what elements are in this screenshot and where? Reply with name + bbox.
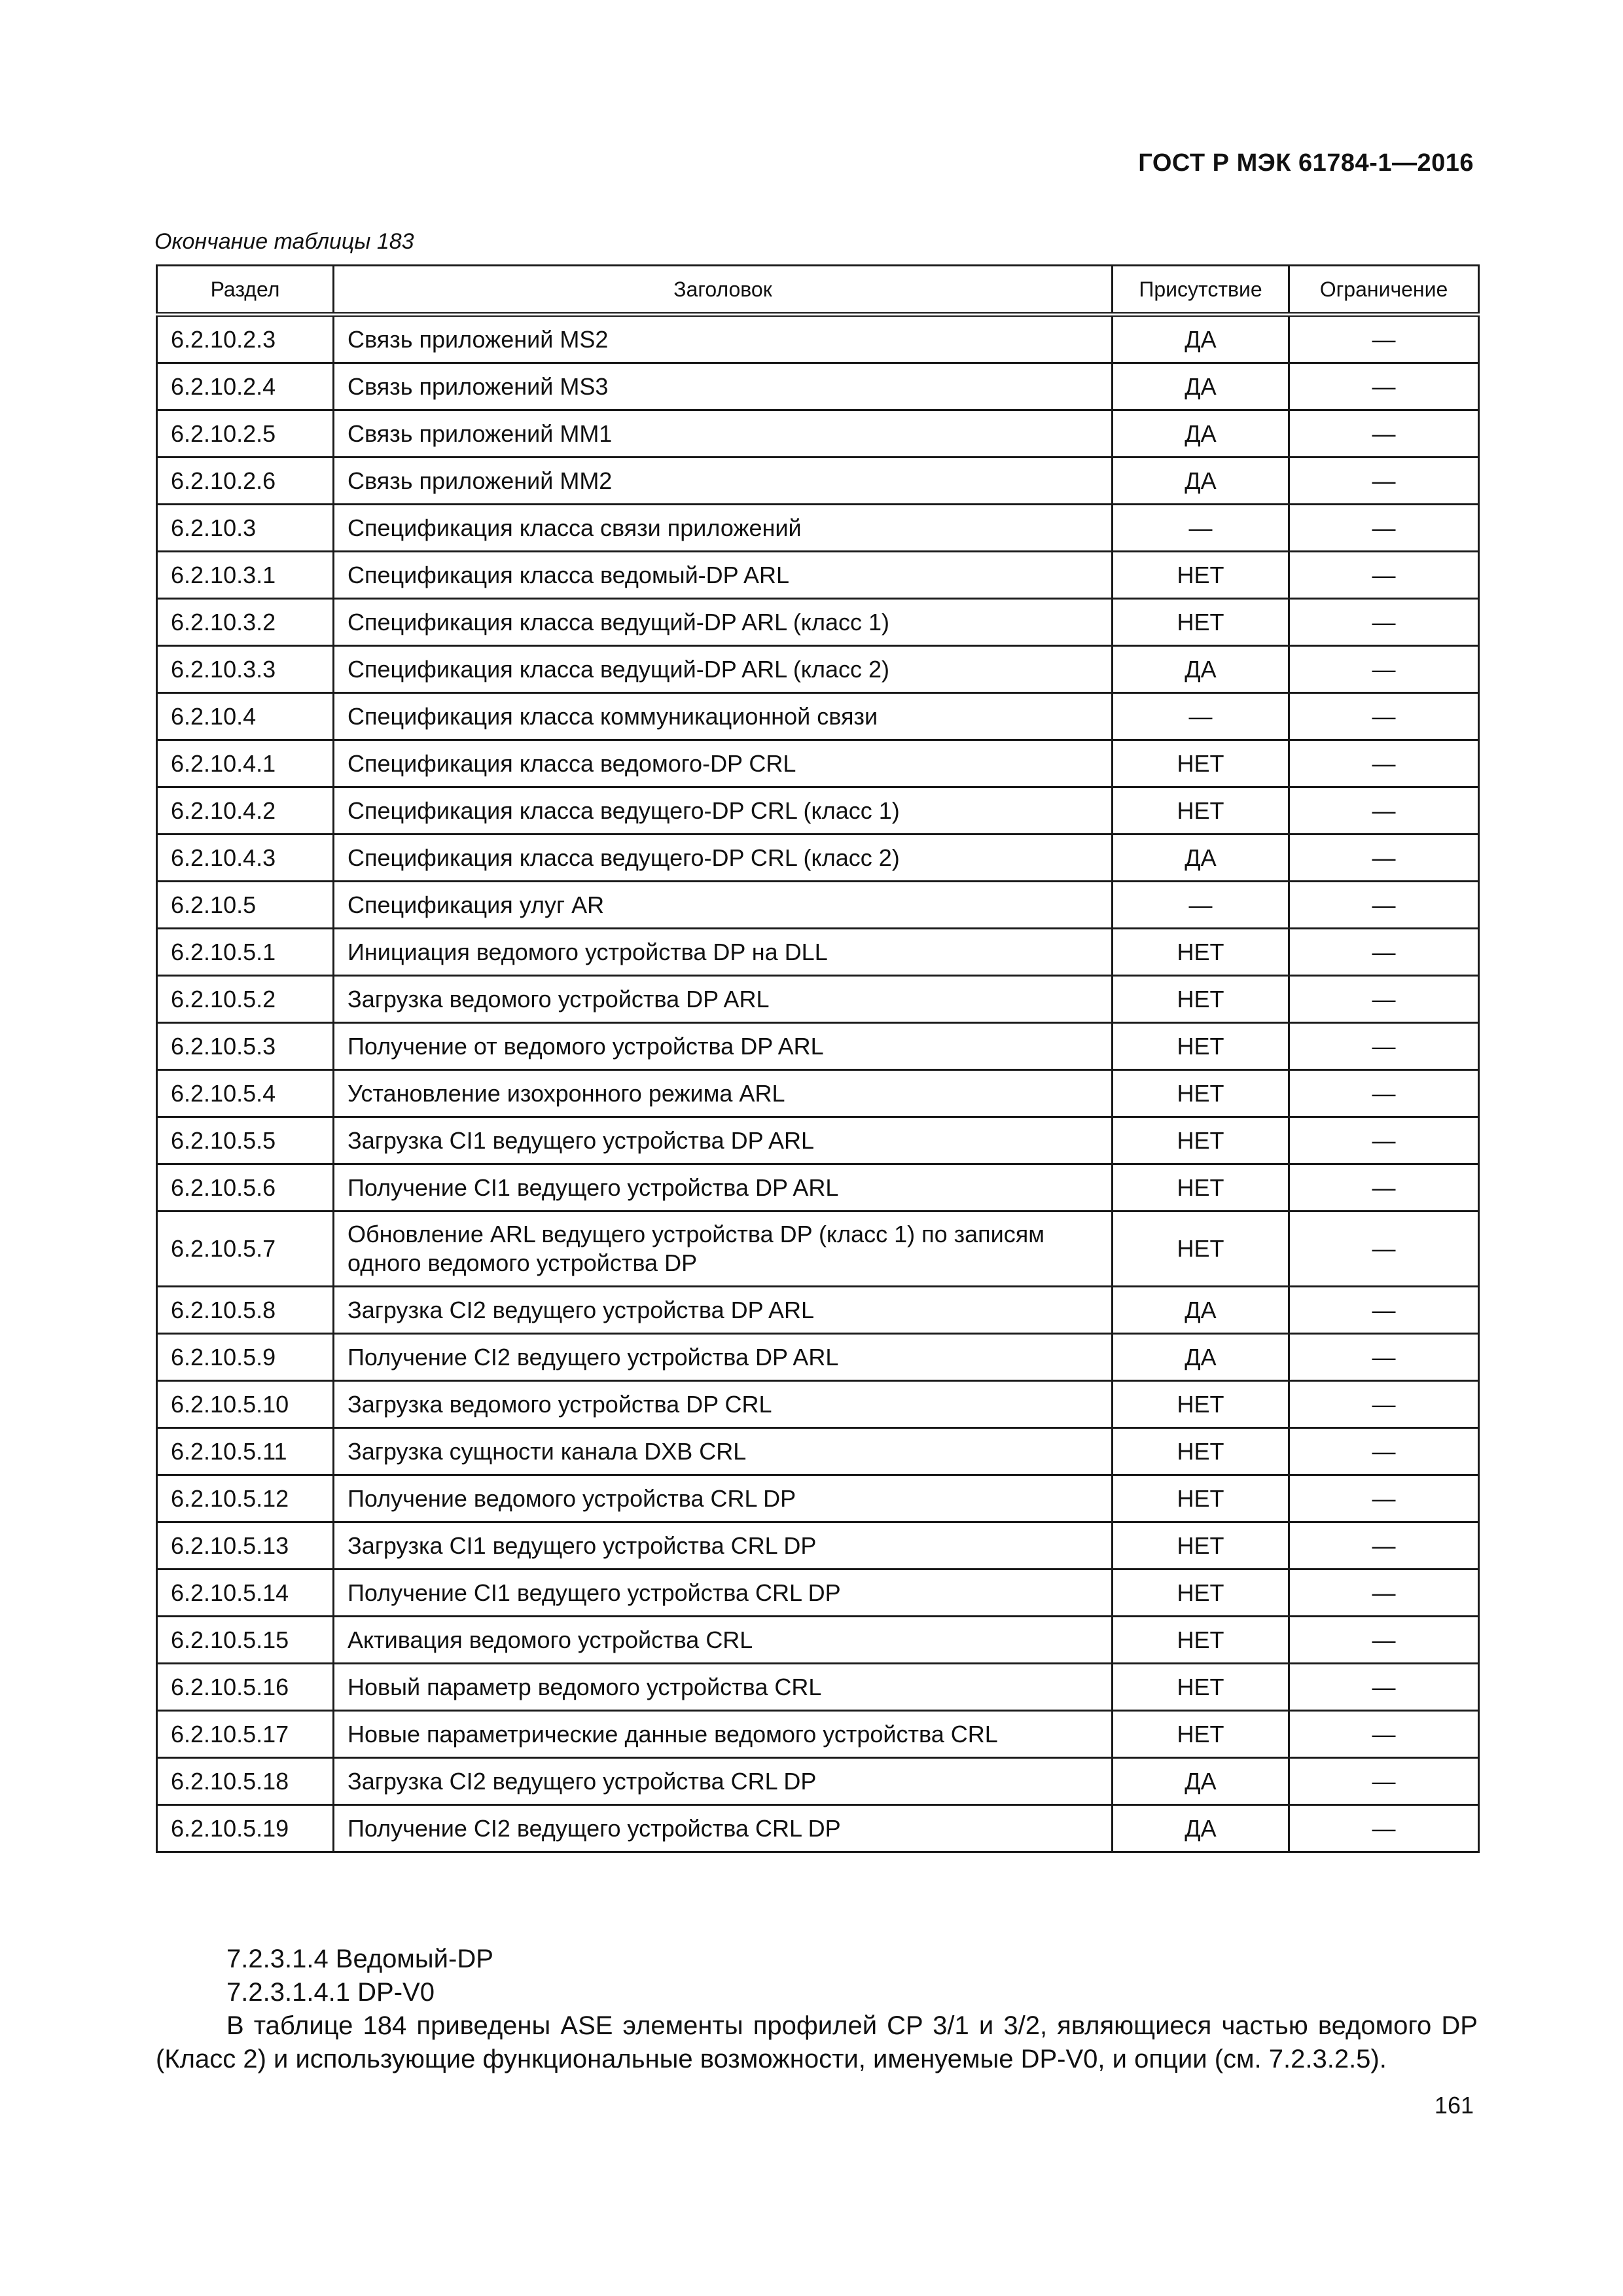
cell-limit: —	[1289, 740, 1479, 787]
cell-limit: —	[1289, 1711, 1479, 1758]
column-header-limit: Ограничение	[1289, 266, 1479, 315]
table-row	[157, 834, 1479, 882]
cell-limit: —	[1289, 315, 1479, 363]
table-row	[157, 1211, 1479, 1287]
table-row	[157, 505, 1479, 552]
cell-presence: НЕТ	[1113, 1164, 1289, 1211]
cell-presence: ДА	[1113, 646, 1289, 693]
table-row	[157, 457, 1479, 505]
cell-limit: —	[1289, 1117, 1479, 1164]
cell-limit: —	[1289, 1805, 1479, 1852]
cell-title: Получение ведомого устройства CRL DP	[334, 1475, 1113, 1522]
cell-title: Спецификация класса связи приложений	[334, 505, 1113, 552]
cell-title: Установление изохронного режима ARL	[334, 1070, 1113, 1117]
cell-presence: ДА	[1113, 363, 1289, 410]
cell-limit: —	[1289, 646, 1479, 693]
cell-limit: —	[1289, 1522, 1479, 1570]
table-row	[157, 693, 1479, 740]
cell-presence: —	[1113, 505, 1289, 552]
cell-title: Активация ведомого устройства CRL	[334, 1617, 1113, 1664]
cell-section: 6.2.10.5.8	[157, 1287, 334, 1334]
cell-presence: НЕТ	[1113, 552, 1289, 599]
cell-section: 6.2.10.5.12	[157, 1475, 334, 1522]
cell-title: Спецификация класса ведущий-DP ARL (класс 2)	[334, 646, 1113, 693]
cell-title: Связь приложений MS3	[334, 363, 1113, 410]
cell-presence: ДА	[1113, 410, 1289, 457]
cell-limit: —	[1289, 787, 1479, 834]
table-row	[157, 1117, 1479, 1164]
cell-title: Спецификация класса ведомый-DP ARL	[334, 552, 1113, 599]
table-row	[157, 787, 1479, 834]
cell-section: 6.2.10.2.3	[157, 315, 334, 363]
cell-section: 6.2.10.5.4	[157, 1070, 334, 1117]
table-row	[157, 1522, 1479, 1570]
cell-limit: —	[1289, 1570, 1479, 1617]
cell-limit: —	[1289, 929, 1479, 976]
cell-title: Загрузка ведомого устройства DP CRL	[334, 1381, 1113, 1428]
cell-presence: ДА	[1113, 1805, 1289, 1852]
table-row	[157, 1475, 1479, 1522]
cell-presence: ДА	[1113, 457, 1289, 505]
table-caption: Окончание таблицы 183	[154, 229, 414, 254]
body-paragraph: В таблице 184 приведены ASE элементы профилей CP 3/1 и 3/2, являющиеся частью ведомого DP (Класс 2) и использующие функциональные возможности, именуемые DP-V0, и опции (см. 7.2.3.2.5).	[156, 2011, 1478, 2073]
table-row	[157, 552, 1479, 599]
cell-title: Загрузка CI1 ведущего устройства CRL DP	[334, 1522, 1113, 1570]
cell-presence: —	[1113, 693, 1289, 740]
cell-presence: ДА	[1113, 1758, 1289, 1805]
cell-title: Связь приложений MS2	[334, 315, 1113, 363]
table-row	[157, 1570, 1479, 1617]
table-row	[157, 976, 1479, 1023]
table-row	[157, 599, 1479, 646]
cell-section: 6.2.10.3.2	[157, 599, 334, 646]
cell-section: 6.2.10.5	[157, 882, 334, 929]
cell-section: 6.2.10.4.1	[157, 740, 334, 787]
table-row	[157, 1023, 1479, 1070]
cell-limit: —	[1289, 363, 1479, 410]
cell-limit: —	[1289, 599, 1479, 646]
cell-title: Получение CI2 ведущего устройства DP ARL	[334, 1334, 1113, 1381]
cell-section: 6.2.10.5.16	[157, 1664, 334, 1711]
cell-section: 6.2.10.5.15	[157, 1617, 334, 1664]
document-standard-header: ГОСТ Р МЭК 61784-1—2016	[1138, 149, 1474, 177]
table-row	[157, 1758, 1479, 1805]
cell-presence: НЕТ	[1113, 740, 1289, 787]
cell-limit: —	[1289, 505, 1479, 552]
cell-section: 6.2.10.4.2	[157, 787, 334, 834]
cell-title: Спецификация класса коммуникационной связи	[334, 693, 1113, 740]
cell-presence: НЕТ	[1113, 1570, 1289, 1617]
table-row	[157, 1070, 1479, 1117]
table-row	[157, 1164, 1479, 1211]
table-row	[157, 882, 1479, 929]
cell-presence: —	[1113, 882, 1289, 929]
cell-presence: НЕТ	[1113, 1664, 1289, 1711]
table-row	[157, 646, 1479, 693]
cell-title: Новые параметрические данные ведомого устройства CRL	[334, 1711, 1113, 1758]
table-row	[157, 1664, 1479, 1711]
cell-section: 6.2.10.2.4	[157, 363, 334, 410]
cell-section: 6.2.10.2.6	[157, 457, 334, 505]
cell-presence: НЕТ	[1113, 1381, 1289, 1428]
cell-limit: —	[1289, 457, 1479, 505]
cell-title: Спецификация класса ведущего-DP CRL (класс 1)	[334, 787, 1113, 834]
cell-presence: НЕТ	[1113, 1711, 1289, 1758]
cell-limit: —	[1289, 552, 1479, 599]
cell-title: Загрузка CI1 ведущего устройства DP ARL	[334, 1117, 1113, 1164]
cell-limit: —	[1289, 693, 1479, 740]
column-header-presence: Присутствие	[1113, 266, 1289, 315]
table-row	[157, 363, 1479, 410]
cell-limit: —	[1289, 1617, 1479, 1664]
subsection-heading: 7.2.3.1.4 Ведомый-DP	[226, 1945, 493, 1973]
cell-section: 6.2.10.3	[157, 505, 334, 552]
cell-limit: —	[1289, 976, 1479, 1023]
cell-presence: ДА	[1113, 1287, 1289, 1334]
table-body	[157, 315, 1479, 1852]
table-row	[157, 1381, 1479, 1428]
cell-section: 6.2.10.5.5	[157, 1117, 334, 1164]
cell-section: 6.2.10.5.3	[157, 1023, 334, 1070]
cell-presence: НЕТ	[1113, 599, 1289, 646]
cell-limit: —	[1289, 1070, 1479, 1117]
cell-presence: НЕТ	[1113, 929, 1289, 976]
cell-presence: НЕТ	[1113, 1070, 1289, 1117]
cell-title: Связь приложений MM1	[334, 410, 1113, 457]
cell-title: Получение CI1 ведущего устройства DP ARL	[334, 1164, 1113, 1211]
cell-section: 6.2.10.5.11	[157, 1428, 334, 1475]
table-row	[157, 1711, 1479, 1758]
cell-section: 6.2.10.3.3	[157, 646, 334, 693]
cell-title: Загрузка CI2 ведущего устройства DP ARL	[334, 1287, 1113, 1334]
cell-section: 6.2.10.5.13	[157, 1522, 334, 1570]
cell-title: Новый параметр ведомого устройства CRL	[334, 1664, 1113, 1711]
cell-presence: НЕТ	[1113, 1211, 1289, 1287]
cell-limit: —	[1289, 1211, 1479, 1287]
table-row	[157, 410, 1479, 457]
cell-presence: НЕТ	[1113, 1428, 1289, 1475]
page-number: 161	[1434, 2092, 1474, 2119]
cell-limit: —	[1289, 882, 1479, 929]
cell-limit: —	[1289, 1381, 1479, 1428]
cell-section: 6.2.10.2.5	[157, 410, 334, 457]
cell-section: 6.2.10.5.17	[157, 1711, 334, 1758]
table-row	[157, 929, 1479, 976]
cell-section: 6.2.10.5.9	[157, 1334, 334, 1381]
cell-limit: —	[1289, 1664, 1479, 1711]
cell-section: 6.2.10.5.19	[157, 1805, 334, 1852]
cell-limit: —	[1289, 1475, 1479, 1522]
table-row	[157, 740, 1479, 787]
cell-limit: —	[1289, 1023, 1479, 1070]
table-header-row	[157, 266, 1479, 315]
cell-presence: НЕТ	[1113, 787, 1289, 834]
cell-title: Спецификация класса ведомого-DP CRL	[334, 740, 1113, 787]
cell-presence: НЕТ	[1113, 1023, 1289, 1070]
cell-limit: —	[1289, 1334, 1479, 1381]
cell-limit: —	[1289, 834, 1479, 882]
cell-section: 6.2.10.3.1	[157, 552, 334, 599]
cell-section: 6.2.10.5.10	[157, 1381, 334, 1428]
cell-presence: ДА	[1113, 1334, 1289, 1381]
cell-title: Получение CI1 ведущего устройства CRL DP	[334, 1570, 1113, 1617]
table-row	[157, 1334, 1479, 1381]
cell-presence: НЕТ	[1113, 1617, 1289, 1664]
cell-section: 6.2.10.5.1	[157, 929, 334, 976]
table-row	[157, 315, 1479, 363]
cell-section: 6.2.10.5.2	[157, 976, 334, 1023]
cell-limit: —	[1289, 1164, 1479, 1211]
cell-title: Спецификация улуг AR	[334, 882, 1113, 929]
cell-section: 6.2.10.5.18	[157, 1758, 334, 1805]
cell-presence: НЕТ	[1113, 976, 1289, 1023]
table-row	[157, 1428, 1479, 1475]
cell-title: Получение от ведомого устройства DP ARL	[334, 1023, 1113, 1070]
cell-title: Спецификация класса ведущего-DP CRL (класс 2)	[334, 834, 1113, 882]
requirements-table	[156, 264, 1480, 1853]
cell-title: Загрузка ведомого устройства DP ARL	[334, 976, 1113, 1023]
cell-section: 6.2.10.5.7	[157, 1211, 334, 1287]
cell-section: 6.2.10.4	[157, 693, 334, 740]
cell-title: Получение CI2 ведущего устройства CRL DP	[334, 1805, 1113, 1852]
cell-section: 6.2.10.5.6	[157, 1164, 334, 1211]
column-header-section: Раздел	[157, 266, 334, 315]
cell-title: Загрузка CI2 ведущего устройства CRL DP	[334, 1758, 1113, 1805]
cell-presence: ДА	[1113, 834, 1289, 882]
cell-title: Связь приложений MM2	[334, 457, 1113, 505]
cell-title: Обновление ARL ведущего устройства DP (класс 1) по записям одного ведомого устройства DP	[334, 1211, 1113, 1287]
cell-title: Спецификация класса ведущий-DP ARL (класс 1)	[334, 599, 1113, 646]
cell-limit: —	[1289, 1758, 1479, 1805]
table-row	[157, 1805, 1479, 1852]
table-row	[157, 1617, 1479, 1664]
cell-section: 6.2.10.5.14	[157, 1570, 334, 1617]
cell-presence: НЕТ	[1113, 1117, 1289, 1164]
cell-presence: ДА	[1113, 315, 1289, 363]
table-row	[157, 1287, 1479, 1334]
cell-limit: —	[1289, 1428, 1479, 1475]
subsubsection-heading: 7.2.3.1.4.1 DP-V0	[226, 1978, 435, 2007]
body-text	[156, 1943, 1478, 2076]
cell-presence: НЕТ	[1113, 1522, 1289, 1570]
cell-section: 6.2.10.4.3	[157, 834, 334, 882]
cell-presence: НЕТ	[1113, 1475, 1289, 1522]
cell-limit: —	[1289, 410, 1479, 457]
cell-title: Инициация ведомого устройства DP на DLL	[334, 929, 1113, 976]
cell-limit: —	[1289, 1287, 1479, 1334]
cell-title: Загрузка сущности канала DXB CRL	[334, 1428, 1113, 1475]
column-header-title: Заголовок	[334, 266, 1113, 315]
